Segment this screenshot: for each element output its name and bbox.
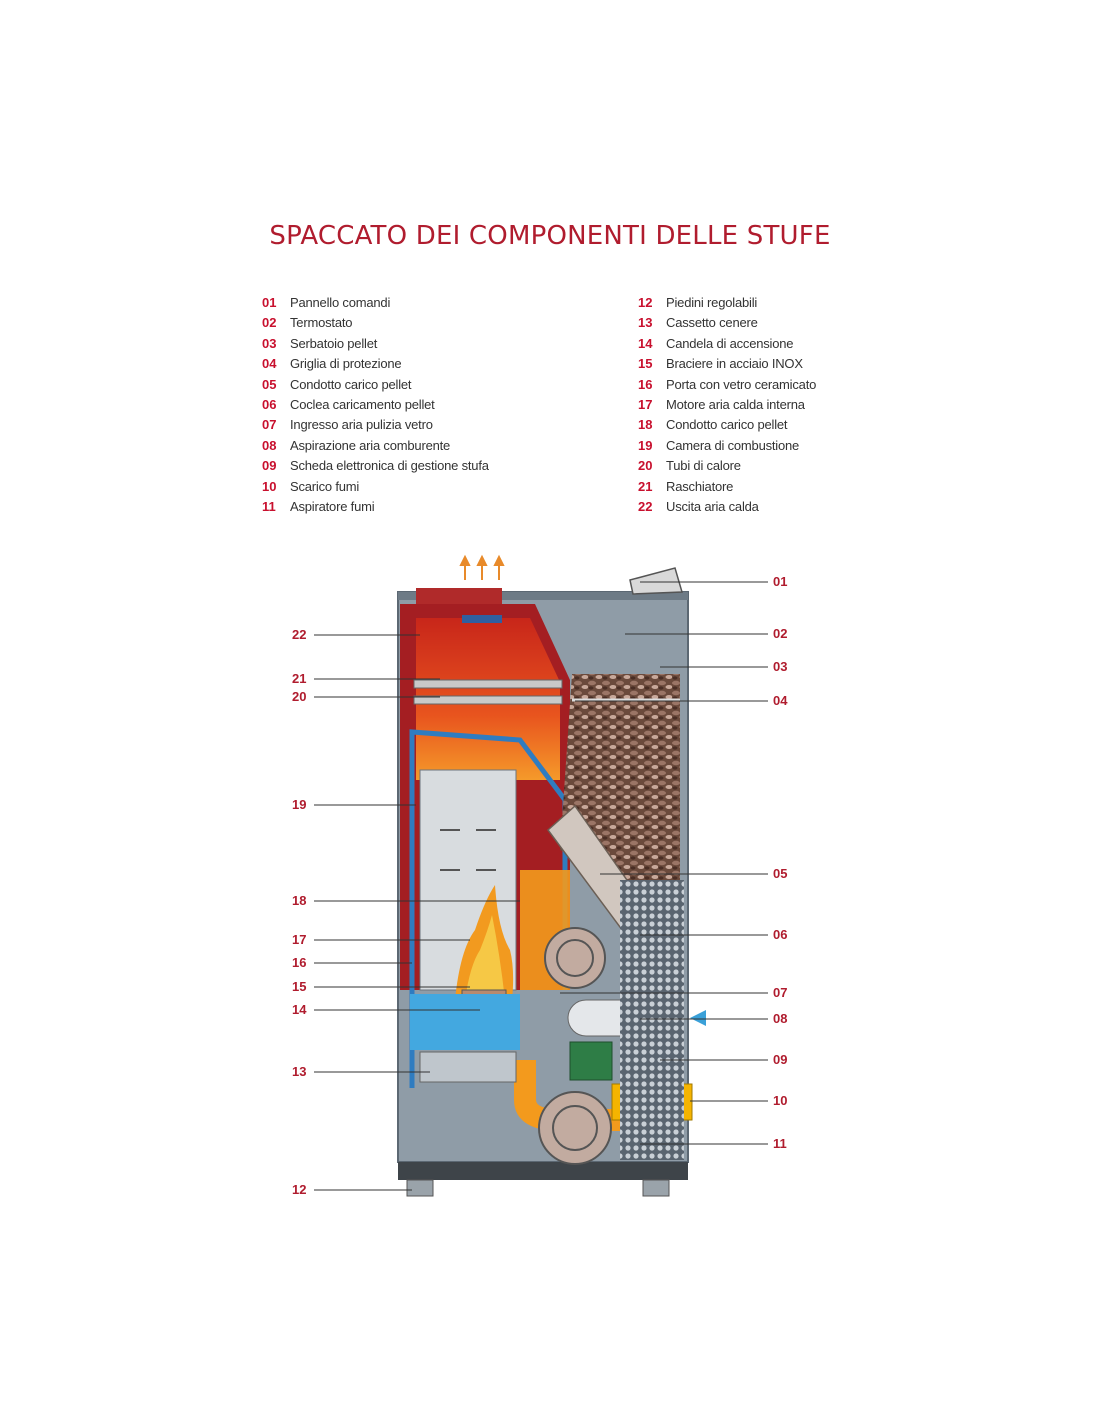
callout-number: 15 <box>292 979 307 994</box>
legend-item-label: Piedini regolabili <box>666 295 758 310</box>
callout-number: 07 <box>773 985 788 1000</box>
callout-number: 21 <box>292 671 307 686</box>
legend-item-label: Braciere in acciaio INOX <box>666 356 803 372</box>
legend-item-label: Termostato <box>290 315 353 331</box>
legend-item-number: 17 <box>638 396 653 412</box>
callout-number: 03 <box>773 659 788 674</box>
legend-item-label: Pannello comandi <box>290 295 391 310</box>
callout-number: 01 <box>773 574 788 589</box>
legend-item-label: Griglia di protezione <box>290 356 402 372</box>
legend-item-number: 16 <box>638 376 653 392</box>
legend-item-number: 01 <box>262 295 277 310</box>
legend-item-label: Condotto carico pellet <box>666 417 788 433</box>
legend-item-label: Scarico fumi <box>290 478 360 494</box>
legend-item-label: Porta con vetro ceramicato <box>666 376 817 392</box>
callout-number: 13 <box>292 1064 307 1079</box>
legend-item-label: Aspirazione aria comburente <box>290 437 451 453</box>
legend-item-label: Raschiatore <box>666 478 734 494</box>
legend-item-label: Serbatoio pellet <box>290 335 378 351</box>
callout-number: 10 <box>773 1093 788 1108</box>
callout-number: 06 <box>773 927 788 942</box>
callout-number: 08 <box>773 1011 788 1026</box>
callout-number: 20 <box>292 689 307 704</box>
callout-number: 16 <box>292 955 307 970</box>
legend-item-label: Coclea caricamento pellet <box>290 396 435 412</box>
callout-number: 18 <box>292 893 307 908</box>
callout-number: 04 <box>773 693 788 708</box>
legend-item-number: 04 <box>262 356 277 372</box>
legend-item-number: 14 <box>638 335 653 351</box>
legend-item-label: Condotto carico pellet <box>290 376 412 392</box>
callout-number: 05 <box>773 866 788 881</box>
legend-item-number: 19 <box>638 437 653 453</box>
callout-number: 19 <box>292 797 307 812</box>
legend-item-number: 07 <box>262 417 277 433</box>
callout-number: 09 <box>773 1052 788 1067</box>
legend-item-label: Cassetto cenere <box>666 315 758 331</box>
control-panel-icon <box>630 568 682 594</box>
legend-item-label: Scheda elettronica di gestione stufa <box>290 458 489 474</box>
legend-item-number: 20 <box>638 458 653 474</box>
legend-item-label: Candela di accensione <box>666 335 794 351</box>
legend-item-number: 22 <box>638 498 653 514</box>
legend-item-number: 12 <box>638 295 653 310</box>
smoke-fan-icon <box>539 1092 611 1164</box>
legend-item-number: 02 <box>262 315 277 331</box>
legend-item-number: 03 <box>262 335 277 351</box>
legend-item-label: Motore aria calda interna <box>666 396 805 412</box>
legend-item-number: 10 <box>262 478 277 494</box>
legend-item-number: 13 <box>638 315 653 331</box>
callout-number: 02 <box>773 626 788 641</box>
legend-item-number: 05 <box>262 376 277 392</box>
legend-item-label: Camera di combustione <box>666 437 800 453</box>
foot-right-icon <box>643 1180 669 1196</box>
callout-number: 22 <box>292 627 307 642</box>
hot-air-fan-icon <box>545 928 605 988</box>
callout-number: 11 <box>773 1136 787 1151</box>
legend-item-number: 08 <box>262 437 277 453</box>
callout-number: 14 <box>292 1002 307 1017</box>
callout-number: 12 <box>292 1182 307 1197</box>
callout-number: 17 <box>292 932 307 947</box>
legend-item-number: 11 <box>262 498 276 514</box>
legend-item-label: Aspiratore fumi <box>290 498 375 514</box>
legend-item-number: 06 <box>262 396 277 412</box>
foot-left-icon <box>407 1180 433 1196</box>
control-board-icon <box>570 1042 612 1080</box>
diagram-title: SPACCATO DEI COMPONENTI DELLE STUFE <box>269 221 831 251</box>
legend-item-number: 15 <box>638 356 653 372</box>
legend-item-number: 09 <box>262 458 277 474</box>
legend-item-label: Ingresso aria pulizia vetro <box>290 417 433 433</box>
legend-item-label: Uscita aria calda <box>666 498 759 514</box>
legend-item-number: 21 <box>638 478 653 494</box>
legend-item-label: Tubi di calore <box>666 458 741 474</box>
legend-item-number: 18 <box>638 417 653 433</box>
heat-rising-arrows <box>461 557 503 580</box>
